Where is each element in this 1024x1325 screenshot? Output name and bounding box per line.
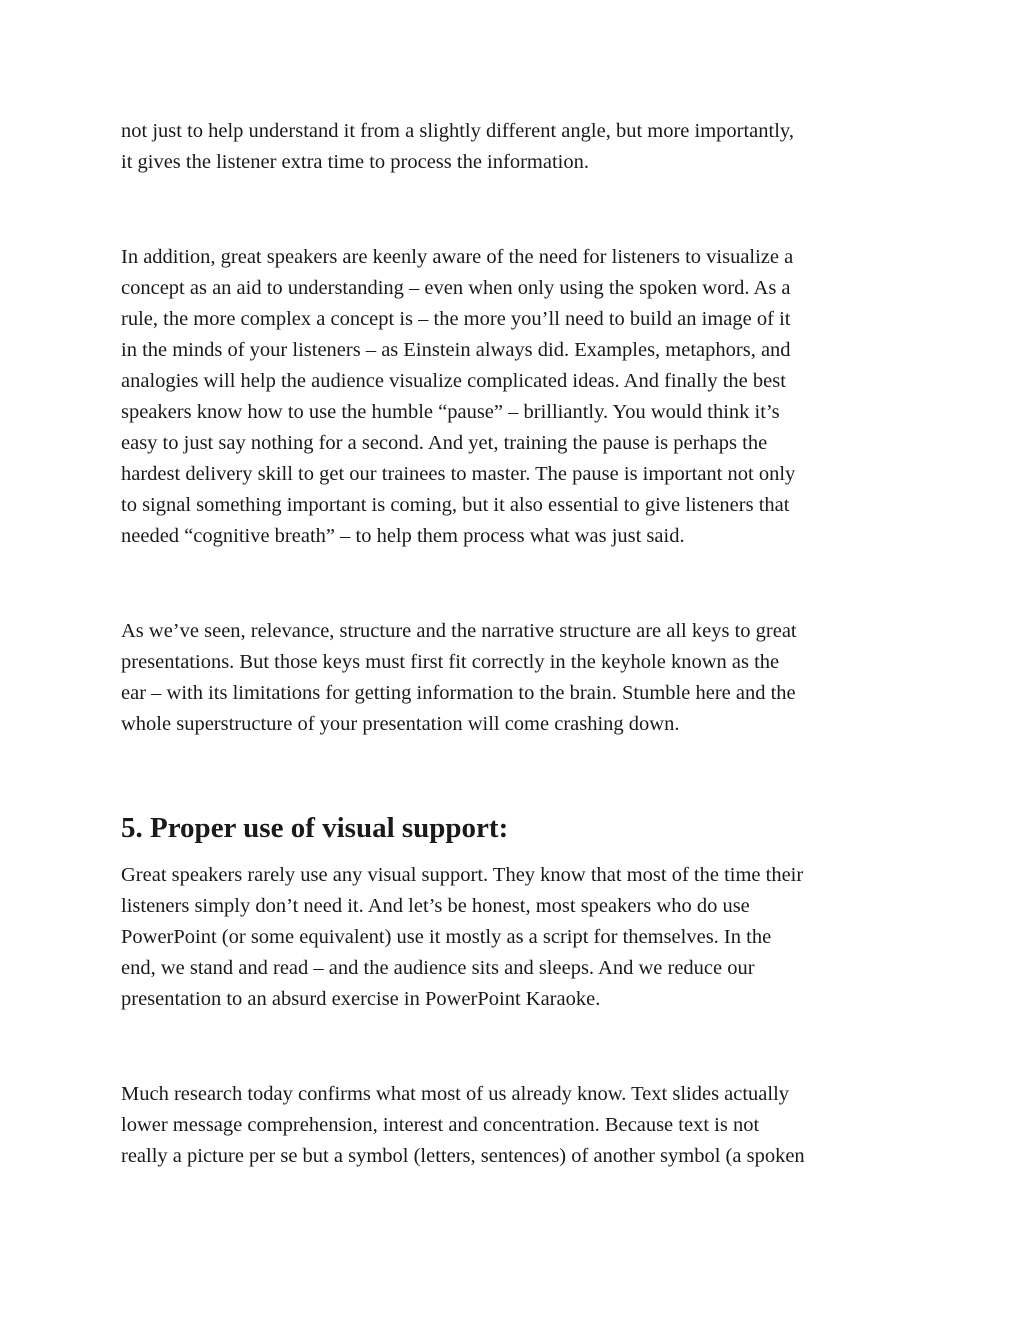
text-line: analogies will help the audience visualize complicated ideas. And finally the best (121, 370, 786, 392)
text-line: concept as an aid to understanding – even when only using the spoken word. As a (121, 277, 791, 299)
text-line: ear – with its limitations for getting information to the brain. Stumble here and the (121, 682, 796, 704)
paragraph (121, 242, 921, 552)
text-line: presentation to an absurd exercise in PowerPoint Karaoke. (121, 988, 601, 1010)
text-line: PowerPoint (or some equivalent) use it mostly as a script for themselves. In the (121, 926, 772, 948)
text-line: really a picture per se but a symbol (letters, sentences) of another symbol (a spoken (121, 1145, 805, 1167)
text-line: whole superstructure of your presentation will come crashing down. (121, 713, 680, 735)
text-line: end, we stand and read – and the audience sits and sleeps. And we reduce our (121, 957, 755, 979)
text-line: in the minds of your listeners – as Einstein always did. Examples, metaphors, and (121, 339, 791, 361)
text-line: Much research today confirms what most of us already know. Text slides actually (121, 1083, 790, 1105)
text-line: speakers know how to use the humble “pause” – brilliantly. You would think it’s (121, 401, 780, 423)
text-line: not just to help understand it from a slightly different angle, but more importantly, (121, 120, 794, 142)
paragraph (121, 860, 921, 1015)
text-line: lower message comprehension, interest and concentration. Because text is not (121, 1114, 760, 1136)
text-line: Great speakers rarely use any visual support. They know that most of the time their (121, 864, 804, 886)
text-line: to signal something important is coming, but it also essential to give listeners that (121, 494, 790, 516)
text-line: As we’ve seen, relevance, structure and the narrative structure are all keys to great (121, 620, 797, 642)
text-line: hardest delivery skill to get our trainees to master. The pause is important not only (121, 463, 796, 485)
document-body (121, 116, 921, 1236)
paragraph (121, 616, 921, 740)
text-line: it gives the listener extra time to process the information. (121, 151, 589, 173)
text-line: listeners simply don’t need it. And let’s be honest, most speakers who do use (121, 895, 750, 917)
paragraph (121, 116, 921, 178)
text-line: easy to just say nothing for a second. And yet, training the pause is perhaps the (121, 432, 768, 454)
text-line: In addition, great speakers are keenly aware of the need for listeners to visualize a (121, 246, 794, 268)
section-heading: 5. Proper use of visual support: (121, 812, 509, 844)
text-line: rule, the more complex a concept is – the more you’ll need to build an image of it (121, 308, 791, 330)
text-line: needed “cognitive breath” – to help them process what was just said. (121, 525, 685, 547)
paragraph (121, 1079, 921, 1172)
text-line: presentations. But those keys must first fit correctly in the keyhole known as the (121, 651, 780, 673)
